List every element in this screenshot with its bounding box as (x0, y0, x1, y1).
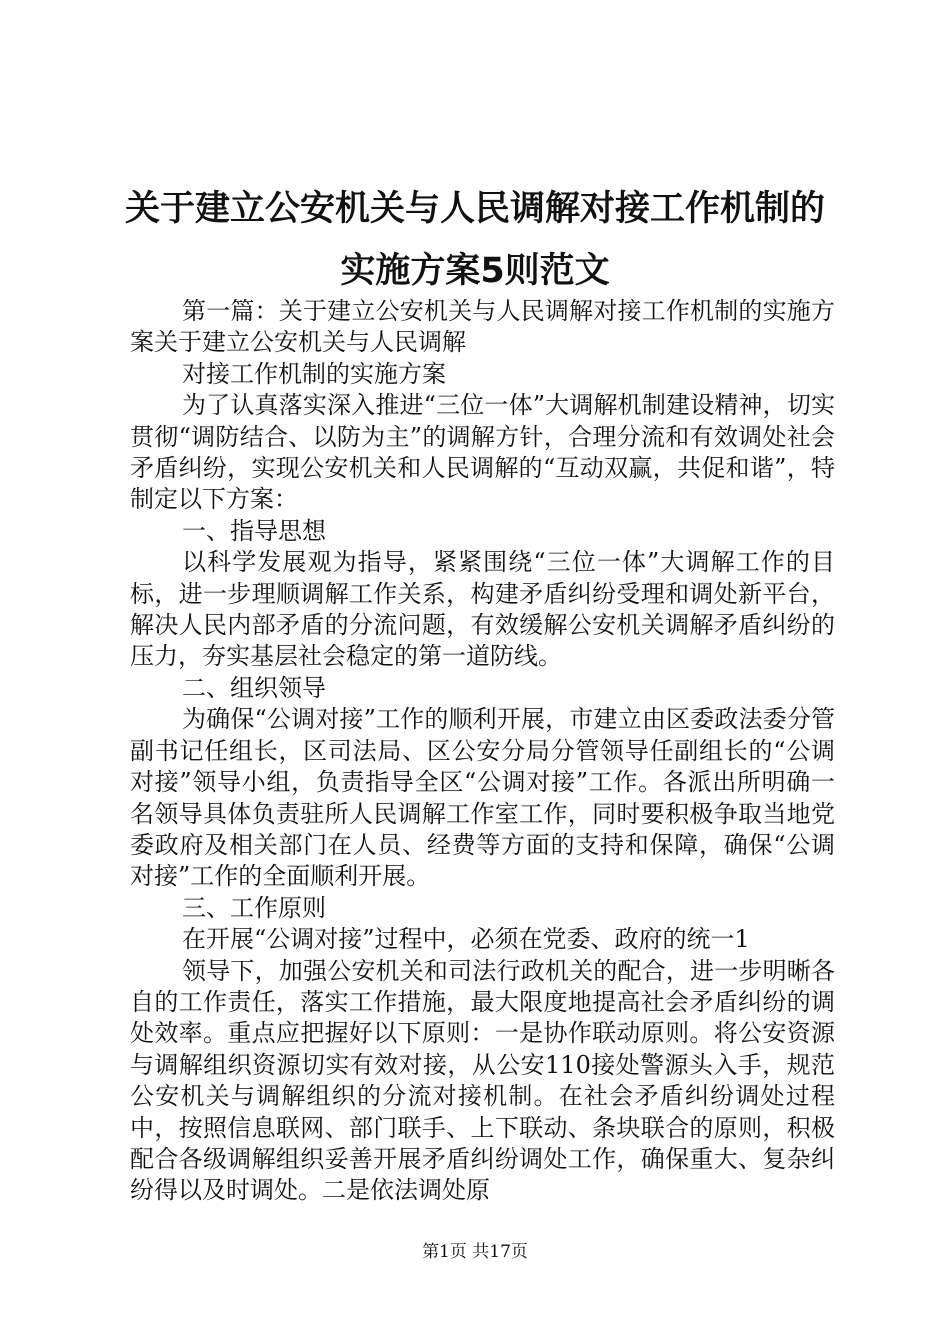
paragraph: 为确保“公调对接”工作的顺利开展，市建立由区委政法委分管副书记任组长，区司法局、区公安分局分管领导任副组长的“公调对接”领导小组，负责指导全区“公调对接”工作。各派出所明确一名领导具体负责驻所人民调解工作室工作，同时要积极争取当地党委政府及相关部门在人员、经费等方面的支持和保障，确保“公调对接”工作的全面顺利开展。 (130, 705, 835, 891)
paragraph: 以科学发展观为指导，紧紧围绕“三位一体”大调解工作的目标，进一步理顺调解工作关系，构建矛盾纠纷受理和调处新平台，解决人民内部矛盾的分流问题，有效缓解公安机关调解矛盾纠纷的压力，夯实基层社会稳定的第一道防线。 (130, 548, 835, 671)
section-heading: 二、组织领导 (182, 673, 326, 702)
paragraph: 对接工作机制的实施方案 (182, 359, 446, 388)
section-heading: 一、指导思想 (182, 516, 326, 545)
paragraph: 为了认真落实深入推进“三位一体”大调解机制建设精神，切实贯彻“调防结合、以防为主”的调解方针，合理分流和有效调处社会矛盾纠纷，实现公安机关和人民调解的“互动双赢，共促和谐”，特制定以下方案： (130, 391, 835, 514)
paragraph: 领导下，加强公安机关和司法行政机关的配合，进一步明晰各自的工作责任，落实工作措施，最大限度地提高社会矛盾纠纷的调处效率。重点应把握好以下原则：一是协作联动原则。将公安资源与调解组织资源切实有效对接，从公安110接处警源头入手，规范公安机关与调解组织的分流对接机制。在社会矛盾纠纷调处过程中，按照信息联网、部门联手、上下联动、条块联合的原则，积极配合各级调解组织妥善开展矛盾纠纷调处工作，确保重大、复杂纠纷得以及时调处。二是依法调处原 (130, 956, 835, 1205)
title-line-1: 关于建立公安机关与人民调解对接工作机制的 (124, 189, 825, 229)
paragraph: 第一篇：关于建立公安机关与人民调解对接工作机制的实施方案关于建立公安机关与人民调解 (130, 297, 835, 357)
title-line-2: 实施方案5则范文 (340, 251, 610, 291)
document-body (130, 296, 835, 1207)
section-heading: 三、工作原则 (182, 893, 326, 922)
paragraph: 在开展“公调对接”过程中，必须在党委、政府的统一1 (182, 925, 750, 954)
document-title (100, 178, 850, 302)
page-footer: 第1页 共17页 (422, 1242, 528, 1262)
